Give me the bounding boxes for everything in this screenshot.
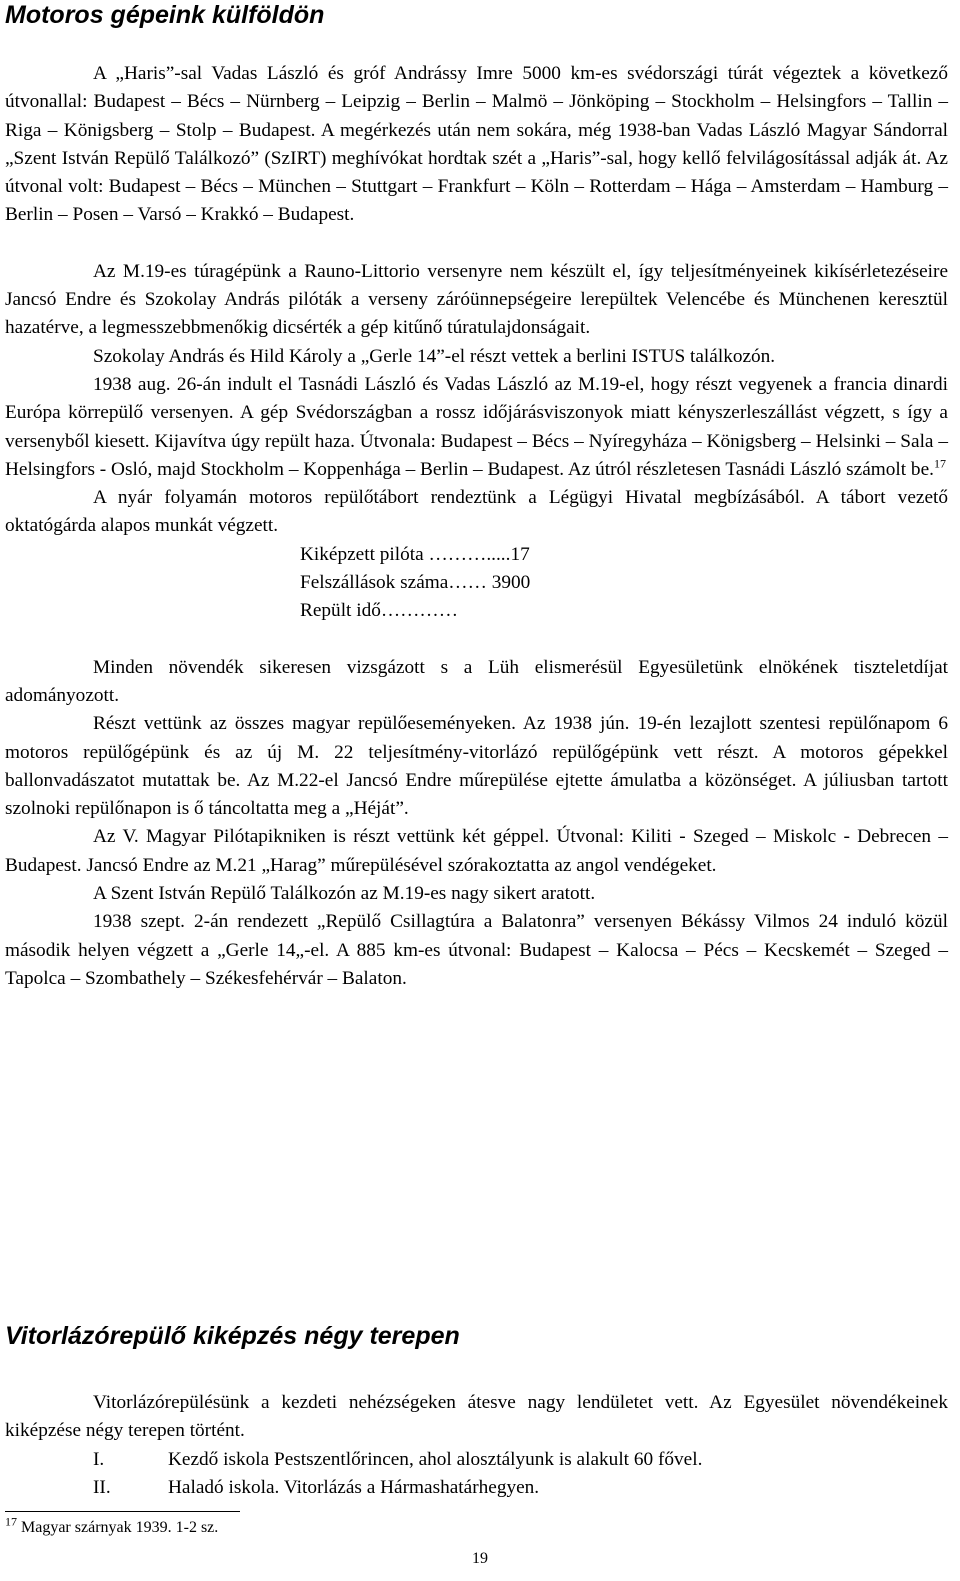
camp-statistics [5,541,948,626]
paragraph-star-tour: 1938 szept. 2-án rendezett „Repülő Csillagtúra a Balatonra” versenyen Békássy Vilmos 24 induló közül második helyen végzett a „Gerle 14„-el. A 885 km-es útvonal: Budapest – Kalocsa – Pécs – Kecskemét – Szeged – Tapolca – Szombathely – Székesfehérvár – Balaton. [5,911,948,989]
footnote-marker: 17 [5,1514,17,1529]
list-item-text: Haladó iskola. Vitorlázás a Hármashatárhegyen. [168,1476,540,1498]
list-item-number: II. [93,1476,111,1498]
paragraph-gap [5,626,948,654]
section-body-vitorlazo [5,1389,948,1502]
stat-takeoffs: Felszállások száma…… 3900 [300,572,531,594]
section-title-vitorlazo: Vitorlázórepülő kiképzés négy terepen [5,1322,460,1350]
paragraph-sweden-tour: A „Haris”-sal Vadas László és gróf Andrássy Imre 5000 km-es svédországi túrát végeztek a következő útvonallal: Budapest – Bécs – Nürnberg – Leipzig – Berlin – Malmö – Jönköping – Stockholm – Helsingfors – Tallin – Riga – Königsberg – Stolp – Budapest. A megérkezés után nem sokára, még 1938-ban Vadas László Magyar Sándorral „Szent István Repülő Találkozó” (SzIRT) meghívókat hordtak szét a „Haris”-sal, hogy kellő felvilágosítással adják át. Az útvonal volt: Budapest – Bécs – München – Stuttgart – Frankfurt – Köln – Rotterdam – Hága – Amsterdam – Hamburg – Berlin – Posen – Varsó – Krakkó – Budapest. [5,63,948,226]
section-body-motoros [5,60,948,993]
paragraph-dinard-text: 1938 aug. 26-án indult el Tasnádi László és Vadas László az M.19-el, hogy részt vegyenek a francia dinardi Európa körrepülő versenyen. A gép Svédországban a rossz időjárásviszonyok miatt kényszerleszállást végzett, s így a versenyből kiesett. Kijavítva úgy repült haza. Útvonala: Budapest – Bécs – Nyíregyháza – Königsberg – Helsinki – Sala – Helsingfors - Osló, majd Stockholm – Koppenhága – Berlin – Budapest. Az útról részletesen Tasnádi László számolt be. [5,373,948,480]
stat-flight-time: Repült idő………… [300,600,458,622]
paragraph-pilot-picnic: Az V. Magyar Pilótapikniken is részt vettünk két géppel. Útvonal: Kiliti - Szeged – Miskolc - Debrecen – Budapest. Jancsó Endre az M.21 „Harag” műrepülésével szórakoztatta az angol vendégeket. [5,826,948,876]
footnote-reference[interactable]: 17 [933,456,946,471]
footnote-divider [5,1511,240,1512]
list-item-text: Kezdő iskola Pestszentlőrincen, ahol alosztályunk is alakult 60 fővel. [168,1448,703,1470]
list-item-number: I. [93,1448,105,1470]
paragraph-szirt: A Szent István Repülő Találkozón az M.19-es nagy sikert aratott. [93,883,596,905]
stat-trained-pilots: Kiképzett pilóta ……….....17 [300,543,530,565]
list-item [5,1446,948,1474]
paragraph-m19-littorio: Az M.19-es túragépünk a Rauno-Littorio versenyre nem készült el, így teljesítményeinek kikísérletezéseire Jancsó Endre és Szokolay András pilóták a verseny záróünnepségeire lerepültek Velencébe és Münchenen keresztül hazatérve, a legmesszebbmenőkig dicsérték a gép kitűnő túratulajdonságait. [5,260,948,339]
paragraph-istus: Szokolay András és Hild Károly a „Gerle 14”-el részt vettek a berlini ISTUS találkozón. [93,345,776,367]
paragraph-glider-intro: Vitorlázórepülésünk a kezdeti nehézségeken átesve nagy lendületet vett. Az Egyesület növendékeinek kiképzése négy terepen történt. [5,1392,948,1442]
paragraph-gap [5,230,948,258]
section-title-motoros: Motoros gépeink külföldön [5,1,325,29]
paragraph-exams: Minden növendék sikeresen vizsgázott s a Lüh elismerésül Egyesületünk elnökének tiszteletdíjat adományozott. [5,656,948,706]
page-number: 19 [472,1550,488,1567]
paragraph-motor-camp: A nyár folyamán motoros repülőtábort rendeztünk a Légügyi Hivatal megbízásából. A tábort vezető oktatógárda alapos munkát végzett. [5,487,948,537]
paragraph-dinard-race [5,371,948,484]
paragraph-air-shows: Részt vettünk az összes magyar repülőeseményeken. Az 1938 jún. 19-én lezajlott szentesi repülőnapom 6 motoros repülőgépünk és az új M. 22 teljesítmény-vitorlázó repülőgépünk vett részt. A motoros gépekkel ballonvadászatot mutattak be. Az M.22-el Jancsó Endre műrepülése ejtette ámulatba a közönséget. A júliusban tartott szolnoki repülőnapon is ő táncoltatta meg a „Héját”. [5,713,948,820]
footnote-text: Magyar szárnyak 1939. 1-2 sz. [21,1519,219,1536]
list-item [5,1474,948,1502]
footnote [5,1514,219,1538]
